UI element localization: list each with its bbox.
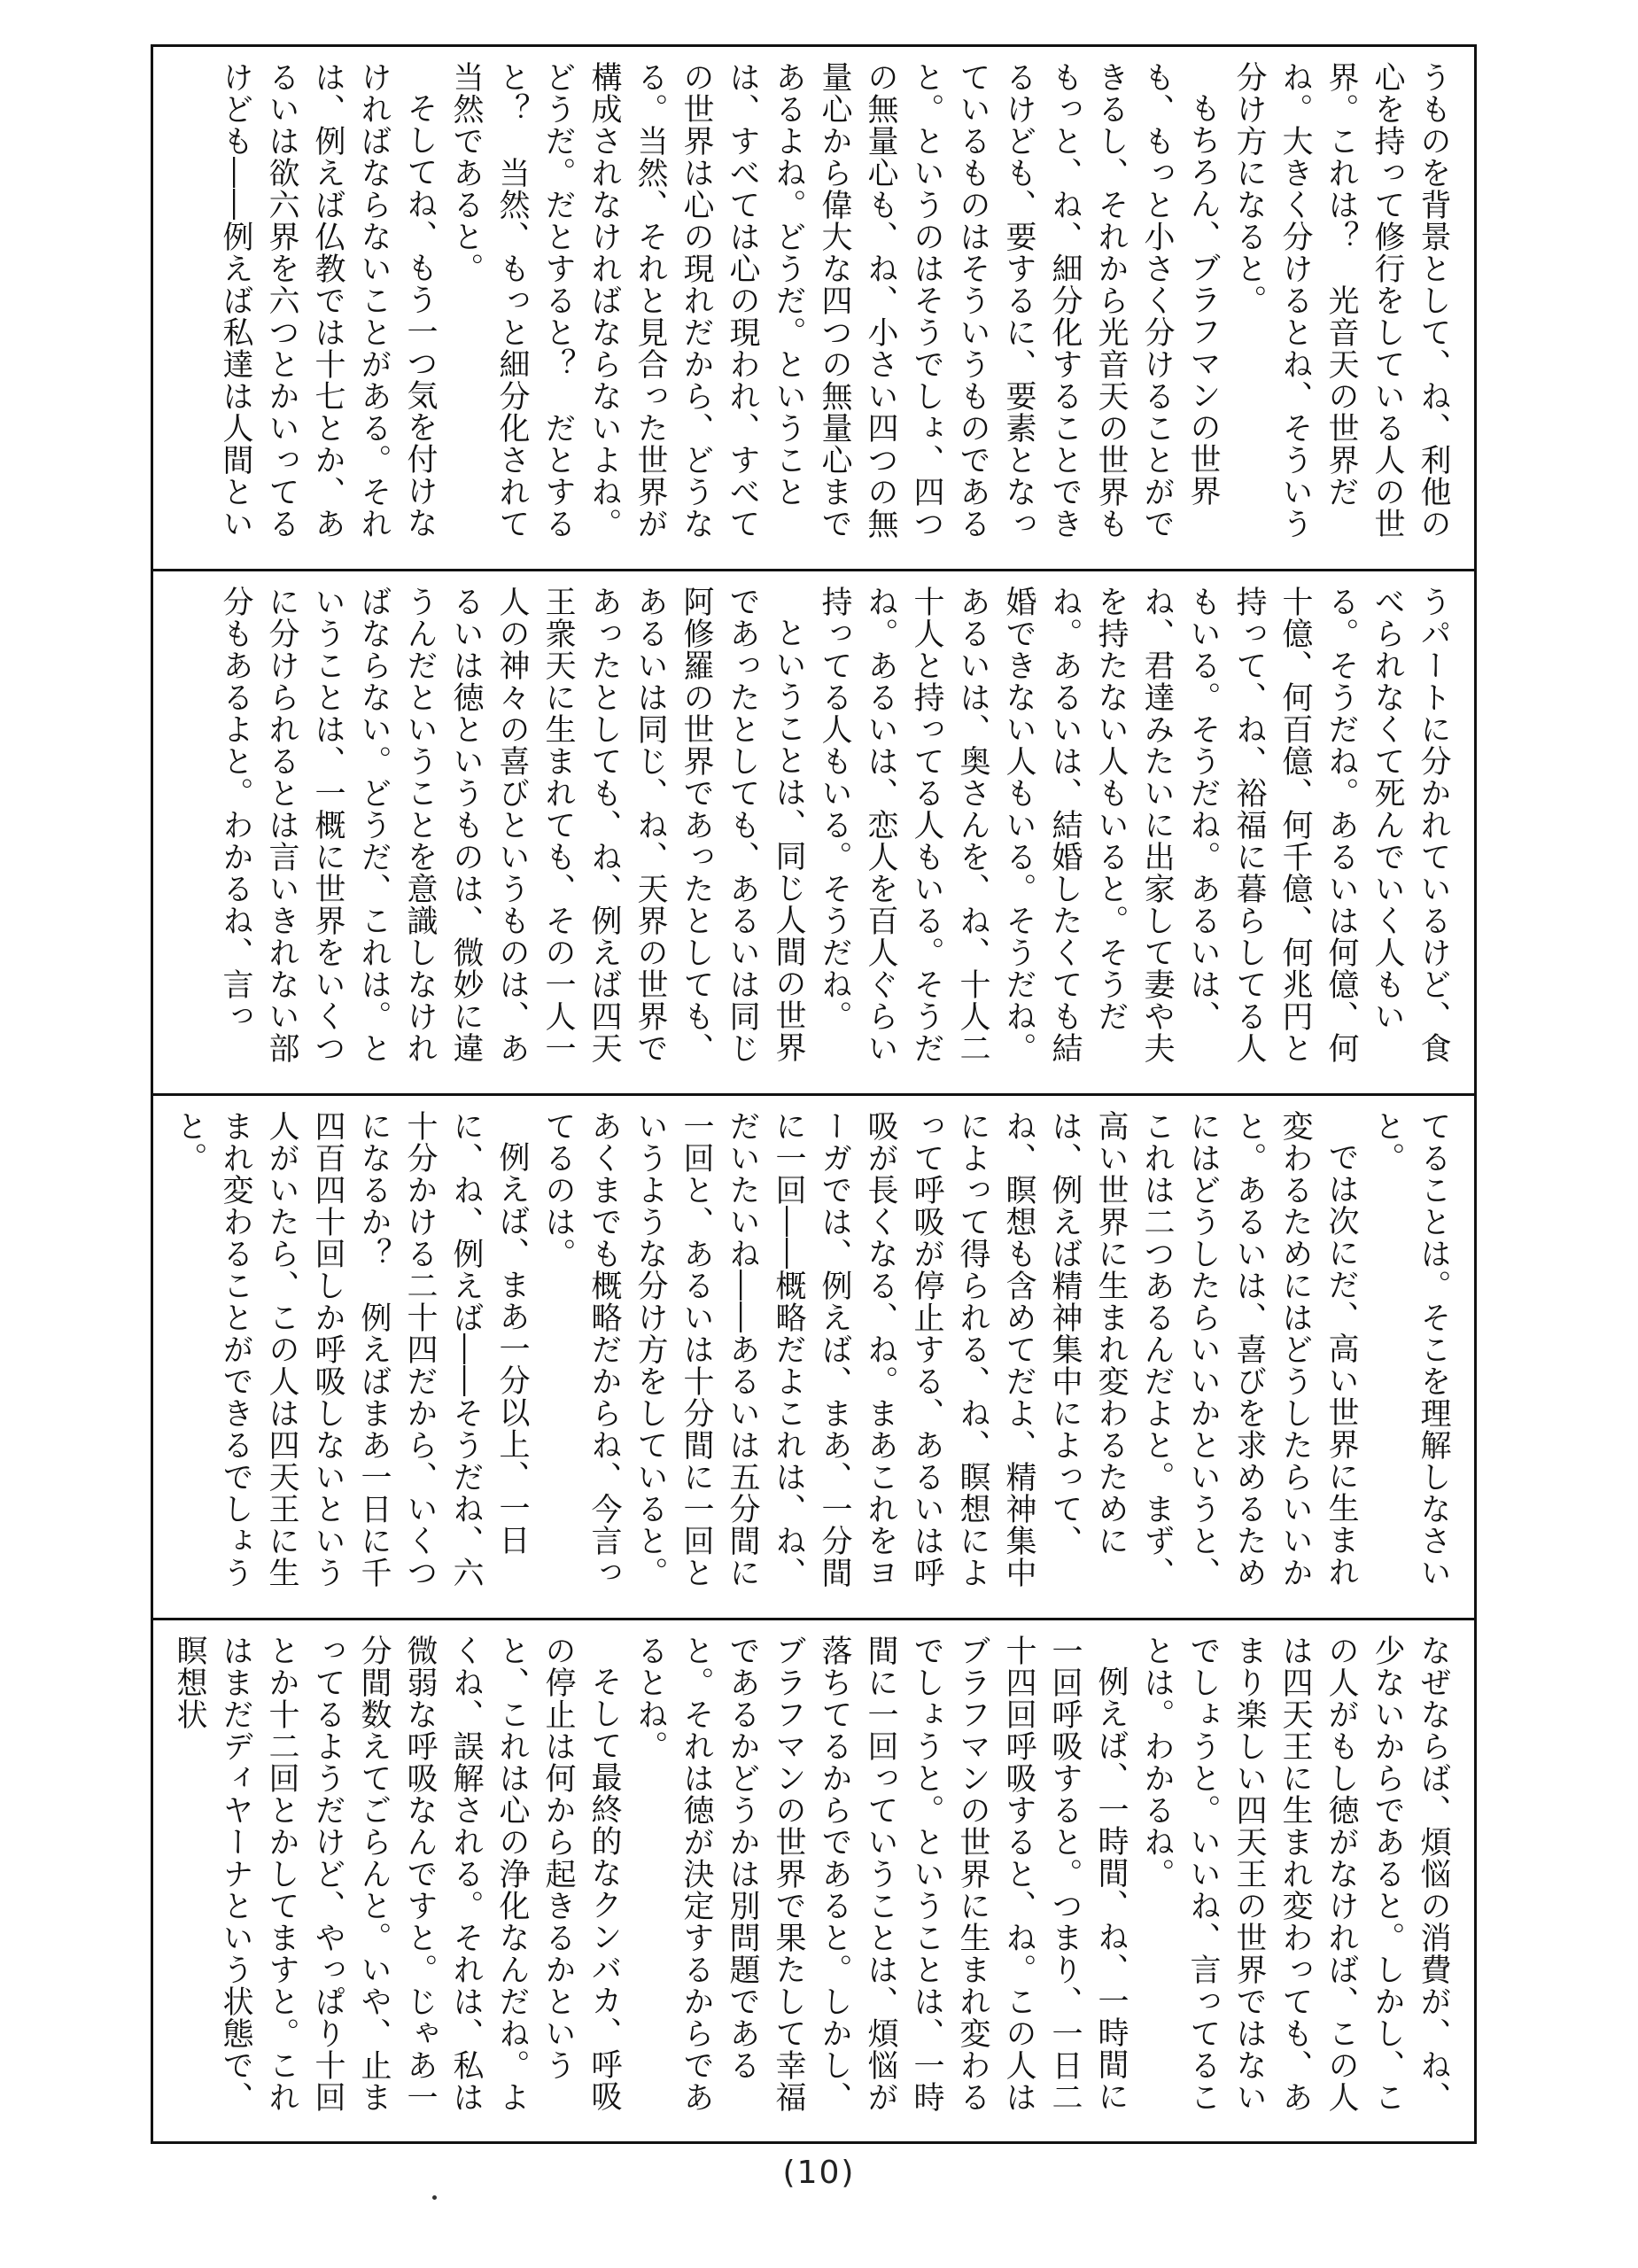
paragraph: もちろん、ブラフマンの世界も、もっと小さく分けることができるし、それから光音天の世界ももっと、ね、細分化することできるけども、要するに、要素となっているものはそういうものであると。というのはそうでしょ、四つの無量心も、ね、小さい四つの無量心から偉大な四つの無量心まであるよね。どうだ。ということは、すべては心の現われ、すべての世界は心の現れだから、どうなる。当然、それと見合った世界が構成されなければならないよね。どうだ。だとすると？ だとすると？ 当然、もっと細分化されて当然であると。 <box>448 61 1221 540</box>
vertical-text-column <box>171 586 1456 1079</box>
vertical-text-column <box>171 1635 1456 2127</box>
page-frame <box>151 44 1477 2144</box>
text-block-4 <box>153 1620 1474 2141</box>
paragraph: うパートに分かれているけど、食べられなくて死んでいく人もいる。そうだね。あるいは何億、何十億、何百億、何千億、何兆円と持って、ね、裕福に暮らしてる人もいる。そうだね。あるいは、ね、君達みたいに出家して妻や夫を持たない人もいると。そうだね。あるいは、結婚したくても結婚できない人もいる。そうだね。あるいは、奥さんを、ね、十人二十人と持ってる人もいる。そうだね。あるいは、恋人を百人ぐらい持ってる人もいる。そうだね。 <box>817 586 1451 1064</box>
text-block-2 <box>153 571 1474 1096</box>
paragraph: では次にだ、高い世界に生まれ変わるためにはどうしたらいいかと。あるいは、喜びを求めるためにはどうしたらいいかというと、これは二つあるんだよと。まず、高い世界に生まれ変わるためには、例えば精神集中によって、ね、瞑想も含めてだよ、精神集中によって得られる、ね、瞑想によって呼吸が停止する、あるいは呼吸が長くなる、ね。まあこれをヨーガでは、例えば、まあ、一分間に一回――概略だよこれは、ね、だいたいね――あるいは五分間に一回と、あるいは十分間に一回というような分け方をしていると。あくまでも概略だからね、今言ってるのは。 <box>540 1110 1359 1588</box>
text-block-3 <box>153 1096 1474 1620</box>
paragraph: 例えば、まあ一分以上、一日に、ね、例えば――そうだね、六十分かける二十四だから、いくつになるか？ 例えばまあ一日に千四百四十回しか呼吸しないという人がいたら、この人は四天王に生まれ変わることができるでしょうと。 <box>172 1110 530 1588</box>
paragraph: なぜならば、煩悩の消費が、ね、少ないからであると。しかし、この人がもし徳がなければ、この人は四天王に生まれ変わっても、あまり楽しい四天王の世界ではないでしょうと。いいね、言ってることは。わかるね。 <box>1139 1635 1451 2113</box>
stray-mark <box>432 2195 437 2200</box>
page-number: (10) <box>782 2155 856 2191</box>
paragraph: ということは、同じ人間の世界であったとしても、あるいは同じ阿修羅の世界であったとしても、あるいは同じ、ね、天界の世界であったとしても、ね、例えば四天王衆天に生まれても、その一人一人の神々の喜びというものは、あるいは徳というものは、微妙に違うんだということを意識しなければならない。どうだ、これは。ということは、一概に世界をいくつに分けられるとは言いきれない部分もあるよと。わかるね、言っ <box>218 586 806 1064</box>
text-block-1 <box>153 47 1474 571</box>
paragraph: うものを背景として、ね、利他の心を持って修行をしている人の世界。これは？ 光音天の世界だね。大きく分けるとね、そういう分け方になると。 <box>1231 61 1451 540</box>
paragraph: そして最終的なクンバカ、呼吸の停止は何から起きるかというと、これは心の浄化なんだね。よくね、誤解される。それは、私は微弱な呼吸なんですと。じゃあ一分間数えてごらんと。いや、止まってるようだけど、やっぱり十回とか十二回とかしてますと。これはまだディヤーナという状態で、瞑想状 <box>172 1635 622 2113</box>
vertical-text-column <box>171 61 1456 555</box>
paragraph: 例えば、一時間、ね、一時間に一回呼吸すると。つまり、一日二十四回呼吸すると、ね。この人はブラフマンの世界に生まれ変わるでしょうと。ということは、一時間に一回っていうことは、煩悩が落ちてるからであると。しかし、ブラフマンの世界で果たして幸福であるかどうかは別問題であると。それは徳が決定するからであるとね。 <box>633 1635 1129 2113</box>
paragraph: そしてね、もう一つ気を付けなければならないことがある。それは、例えば仏教では十七とか、あるいは欲六界を六つとかいってるけども――例えば私達は人間とい <box>218 61 438 540</box>
paragraph: てることは。そこを理解しなさいと。 <box>1370 1110 1451 1588</box>
vertical-text-column <box>171 1110 1456 1604</box>
